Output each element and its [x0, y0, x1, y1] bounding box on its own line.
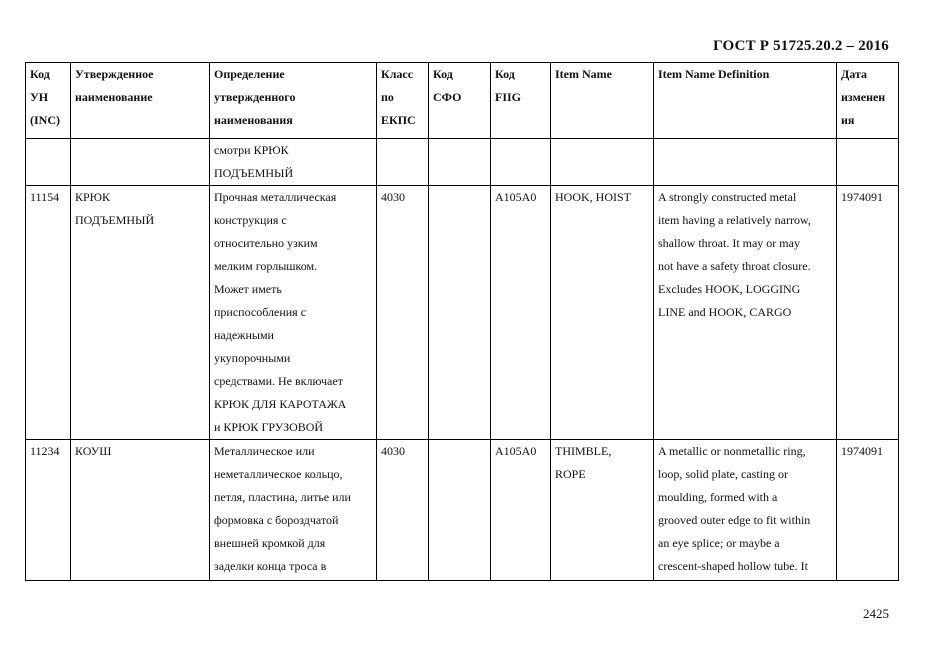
- cell-item-name: [551, 139, 654, 186]
- table-row: [26, 440, 899, 581]
- table-row: [26, 186, 899, 440]
- cell-fiig-code: A105A0: [491, 186, 551, 440]
- column-header-ekps-class: Класс по ЕКПС: [377, 63, 429, 139]
- cell-ekps-class: 4030: [377, 186, 429, 440]
- cell-item-name-definition: A strongly constructed metal item having a relatively narrow, shallow throat. It may or may not have a safety throat closure. Excludes HOOK, LOGGING LINE and HOOK, CARGO: [654, 186, 837, 440]
- table-row: [26, 139, 899, 186]
- table-header-row: [26, 63, 899, 139]
- column-header-change-date: Дата изменен ия: [837, 63, 899, 139]
- cell-fiig-code: A105A0: [491, 440, 551, 581]
- column-header-item-name: Item Name: [551, 63, 654, 139]
- column-header-fiig-code: Код FIIG: [491, 63, 551, 139]
- cell-fiig-code: [491, 139, 551, 186]
- cell-ekps-class: [377, 139, 429, 186]
- column-header-item-name-definition: Item Name Definition: [654, 63, 837, 139]
- cell-approved-name: [71, 139, 210, 186]
- cell-inc: 11154: [26, 186, 71, 440]
- page-number: 2425: [863, 606, 889, 621]
- cell-approved-name: КОУШ: [71, 440, 210, 581]
- cell-sfo-code: [429, 440, 491, 581]
- column-header-definition: Определение утвержденного наименования: [210, 63, 377, 139]
- cell-item-name-definition: A metallic or nonmetallic ring, loop, solid plate, casting or moulding, formed with a grooved outer edge to fit within an eye splice; or maybe a crescent-shaped hollow tube. It: [654, 440, 837, 581]
- cell-item-name: THIMBLE, ROPE: [551, 440, 654, 581]
- cell-change-date: 1974091: [837, 186, 899, 440]
- cell-definition: Прочная металлическая конструкция с относительно узким мелким горлышком. Может иметь приспособления с надежными укупорочными средствами. Не включает КРЮК ДЛЯ КАРОТАЖА и КРЮК ГРУЗОВОЙ: [210, 186, 377, 440]
- cell-definition: смотри КРЮК ПОДЪЕМНЫЙ: [210, 139, 377, 186]
- cell-approved-name: КРЮК ПОДЪЕМНЫЙ: [71, 186, 210, 440]
- catalog-table: [25, 62, 899, 581]
- column-header-inc: Код УН (INC): [26, 63, 71, 139]
- cell-item-name-definition: [654, 139, 837, 186]
- document-standard-header: ГОСТ Р 51725.20.2 – 2016: [713, 38, 889, 54]
- cell-inc: [26, 139, 71, 186]
- cell-definition: Металлическое или неметаллическое кольцо, петля, пластина, литье или формовка с бороздчатой внешней кромкой для заделки конца троса в: [210, 440, 377, 581]
- cell-change-date: [837, 139, 899, 186]
- column-header-sfo-code: Код СФО: [429, 63, 491, 139]
- cell-ekps-class: 4030: [377, 440, 429, 581]
- cell-item-name: HOOK, HOIST: [551, 186, 654, 440]
- cell-sfo-code: [429, 139, 491, 186]
- column-header-approved-name: Утвержденное наименование: [71, 63, 210, 139]
- cell-sfo-code: [429, 186, 491, 440]
- cell-inc: 11234: [26, 440, 71, 581]
- cell-change-date: 1974091: [837, 440, 899, 581]
